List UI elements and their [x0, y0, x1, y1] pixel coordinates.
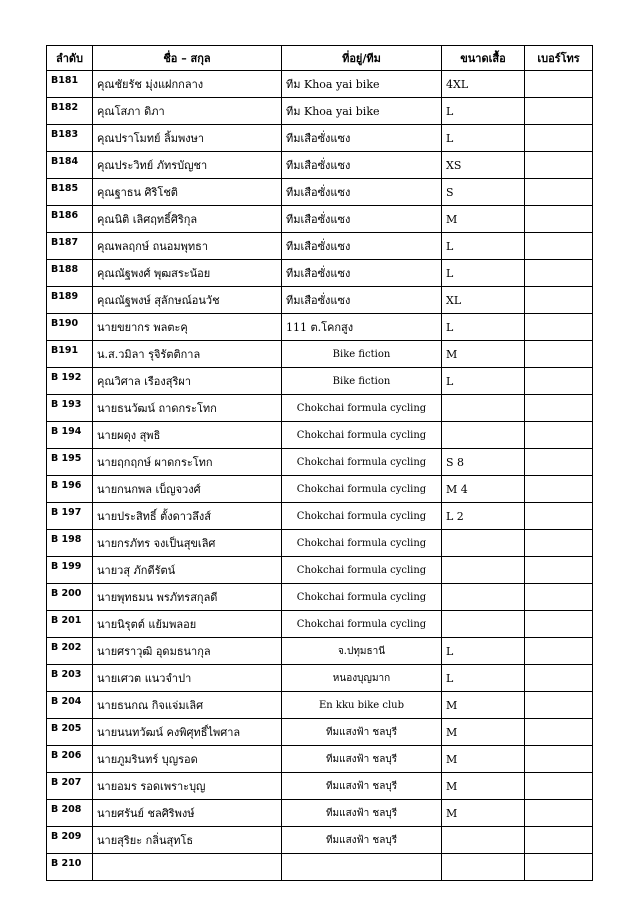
cell-size: M	[442, 800, 525, 827]
table-row	[47, 233, 593, 260]
table-body	[47, 71, 593, 881]
table-row	[47, 773, 593, 800]
table-row	[47, 449, 593, 476]
cell-no: B190	[47, 314, 93, 341]
table-row	[47, 314, 593, 341]
cell-phone	[525, 611, 593, 638]
cell-name: นายวสุ ภักดีรัตน์	[93, 557, 282, 584]
table-row	[47, 368, 593, 395]
cell-phone	[525, 476, 593, 503]
cell-phone	[525, 638, 593, 665]
cell-no: B 204	[47, 692, 93, 719]
header-no: ลำดับ	[47, 46, 93, 71]
cell-team: ทีมเสือซั่งแซง	[282, 179, 442, 206]
table-row	[47, 638, 593, 665]
cell-size	[442, 584, 525, 611]
cell-team: หนองบุญมาก	[282, 665, 442, 692]
cell-phone	[525, 557, 593, 584]
cell-size: M	[442, 692, 525, 719]
cell-phone	[525, 530, 593, 557]
table-header-row	[47, 46, 593, 71]
cell-phone	[525, 800, 593, 827]
cell-no: B181	[47, 71, 93, 98]
cell-team: Chokchai formula cycling	[282, 422, 442, 449]
table-row	[47, 260, 593, 287]
cell-size: L	[442, 638, 525, 665]
header-team: ที่อยู่/ทีม	[282, 46, 442, 71]
cell-name: คุณณัฐพงษ์ สุลักษณ์อนวัช	[93, 287, 282, 314]
cell-team: ทีมเสือซั่งแซง	[282, 152, 442, 179]
cell-name: นายศรันย์ ชลศิริพงษ์	[93, 800, 282, 827]
cell-team: ทีมแสงฟ้า ชลบุรี	[282, 746, 442, 773]
cell-name: นายฤกฤกษ์ ผาดกระโทก	[93, 449, 282, 476]
cell-team: En kku bike club	[282, 692, 442, 719]
cell-no: B 193	[47, 395, 93, 422]
table-row	[47, 719, 593, 746]
cell-no: B184	[47, 152, 93, 179]
table-row	[47, 800, 593, 827]
cell-size: L	[442, 125, 525, 152]
cell-phone	[525, 665, 593, 692]
cell-size: L	[442, 314, 525, 341]
table-row	[47, 530, 593, 557]
table-row	[47, 179, 593, 206]
cell-team: Chokchai formula cycling	[282, 476, 442, 503]
cell-no: B 200	[47, 584, 93, 611]
cell-size: XL	[442, 287, 525, 314]
cell-no: B 203	[47, 665, 93, 692]
cell-name: น.ส.วมิลา รุจิรัตติกาล	[93, 341, 282, 368]
table-row	[47, 665, 593, 692]
cell-team	[282, 854, 442, 881]
table-row	[47, 503, 593, 530]
table-row	[47, 206, 593, 233]
cell-phone	[525, 287, 593, 314]
cell-team: ทีมแสงฟ้า ชลบุรี	[282, 827, 442, 854]
cell-no: B 209	[47, 827, 93, 854]
cell-phone	[525, 449, 593, 476]
cell-phone	[525, 314, 593, 341]
cell-size: L	[442, 368, 525, 395]
cell-name: นายกนกพล เบ็ญจวงศ์	[93, 476, 282, 503]
cell-size	[442, 395, 525, 422]
cell-size: M 4	[442, 476, 525, 503]
cell-team: Chokchai formula cycling	[282, 449, 442, 476]
cell-name	[93, 854, 282, 881]
cell-no: B191	[47, 341, 93, 368]
table-row	[47, 287, 593, 314]
cell-no: B185	[47, 179, 93, 206]
cell-no: B 206	[47, 746, 93, 773]
cell-phone	[525, 152, 593, 179]
cell-team: ทีมเสือซั่งแซง	[282, 233, 442, 260]
cell-name: นายเศวต แนวจำปา	[93, 665, 282, 692]
cell-name: นายธนวัฒน์ ถาดกระโทก	[93, 395, 282, 422]
cell-team: Chokchai formula cycling	[282, 611, 442, 638]
cell-size	[442, 422, 525, 449]
cell-team: ทีม Khoa yai bike	[282, 98, 442, 125]
cell-size: M	[442, 719, 525, 746]
cell-phone	[525, 773, 593, 800]
cell-name: นายนิรุตต์ แย้มพลอย	[93, 611, 282, 638]
table-row	[47, 152, 593, 179]
cell-name: นายศราวุฒิ อุดมธนากุล	[93, 638, 282, 665]
table-row	[47, 557, 593, 584]
cell-size: S	[442, 179, 525, 206]
header-size: ขนาดเสื้อ	[442, 46, 525, 71]
cell-phone	[525, 854, 593, 881]
cell-team: Chokchai formula cycling	[282, 584, 442, 611]
cell-size: 4XL	[442, 71, 525, 98]
table-row	[47, 746, 593, 773]
cell-no: B 192	[47, 368, 93, 395]
cell-size	[442, 611, 525, 638]
cell-size: L	[442, 665, 525, 692]
table-row	[47, 827, 593, 854]
cell-size	[442, 530, 525, 557]
cell-size: XS	[442, 152, 525, 179]
cell-name: นายขยากร พลตะคุ	[93, 314, 282, 341]
cell-size	[442, 557, 525, 584]
cell-no: B 210	[47, 854, 93, 881]
cell-team: ทีมเสือซั่งแซง	[282, 287, 442, 314]
cell-team: Chokchai formula cycling	[282, 530, 442, 557]
cell-phone	[525, 260, 593, 287]
cell-no: B 197	[47, 503, 93, 530]
cell-size: L	[442, 98, 525, 125]
table-row	[47, 71, 593, 98]
header-name: ชื่อ – สกุล	[93, 46, 282, 71]
cell-no: B187	[47, 233, 93, 260]
cell-team: Chokchai formula cycling	[282, 503, 442, 530]
cell-name: คุณพลฤกษ์ ถนอมพุทธา	[93, 233, 282, 260]
cell-team: Chokchai formula cycling	[282, 395, 442, 422]
table-row	[47, 854, 593, 881]
cell-name: นายผดุง สุพธิ	[93, 422, 282, 449]
cell-size: M	[442, 341, 525, 368]
cell-team: ทีม Khoa yai bike	[282, 71, 442, 98]
cell-name: นายสุริยะ กลิ่นสุทโธ	[93, 827, 282, 854]
cell-size: L 2	[442, 503, 525, 530]
cell-no: B 199	[47, 557, 93, 584]
cell-phone	[525, 503, 593, 530]
cell-phone	[525, 98, 593, 125]
cell-team: Bike fiction	[282, 341, 442, 368]
cell-phone	[525, 368, 593, 395]
cell-size: L	[442, 233, 525, 260]
cell-no: B 202	[47, 638, 93, 665]
header-phone: เบอร์โทร	[525, 46, 593, 71]
table-row	[47, 125, 593, 152]
cell-name: คุณนิติ เลิศฤทธิ์ศิริกุล	[93, 206, 282, 233]
cell-size: M	[442, 746, 525, 773]
cell-no: B 207	[47, 773, 93, 800]
cell-name: คุณประวิทย์ ภัทรบัญชา	[93, 152, 282, 179]
cell-team: ทีมแสงฟ้า ชลบุรี	[282, 800, 442, 827]
cell-phone	[525, 584, 593, 611]
cell-no: B182	[47, 98, 93, 125]
cell-phone	[525, 746, 593, 773]
cell-team: Bike fiction	[282, 368, 442, 395]
cell-team: 111 ต.โคกสูง	[282, 314, 442, 341]
cell-name: นายกรภัทร จงเป็นสุขเลิศ	[93, 530, 282, 557]
cell-team: ทีมเสือซั่งแซง	[282, 125, 442, 152]
cell-team: Chokchai formula cycling	[282, 557, 442, 584]
cell-name: คุณณัฐพงศ์ พุฒสระน้อย	[93, 260, 282, 287]
cell-name: นายพุทธมน พรภัทรสกุลดี	[93, 584, 282, 611]
cell-team: ทีมแสงฟ้า ชลบุรี	[282, 773, 442, 800]
cell-name: นายภูมรินทร์ บุญรอด	[93, 746, 282, 773]
cell-team: ทีมแสงฟ้า ชลบุรี	[282, 719, 442, 746]
cell-phone	[525, 233, 593, 260]
cell-size: M	[442, 206, 525, 233]
cell-no: B189	[47, 287, 93, 314]
table-row	[47, 692, 593, 719]
cell-no: B 196	[47, 476, 93, 503]
cell-name: คุณฐาธน ศิริโชติ	[93, 179, 282, 206]
cell-no: B 195	[47, 449, 93, 476]
participant-table	[46, 45, 593, 881]
cell-name: คุณชัยรัช มุ่งแฝกกลาง	[93, 71, 282, 98]
cell-team: ทีมเสือซั่งแซง	[282, 206, 442, 233]
cell-size	[442, 854, 525, 881]
cell-phone	[525, 206, 593, 233]
cell-phone	[525, 422, 593, 449]
cell-phone	[525, 827, 593, 854]
table-row	[47, 584, 593, 611]
cell-name: คุณปราโมทย์ ลิ้มพงษา	[93, 125, 282, 152]
table-row	[47, 341, 593, 368]
cell-no: B 198	[47, 530, 93, 557]
cell-phone	[525, 719, 593, 746]
cell-phone	[525, 341, 593, 368]
cell-no: B188	[47, 260, 93, 287]
cell-size: L	[442, 260, 525, 287]
table-row	[47, 476, 593, 503]
table-row	[47, 611, 593, 638]
cell-phone	[525, 179, 593, 206]
table-row	[47, 98, 593, 125]
cell-no: B186	[47, 206, 93, 233]
cell-name: คุณโสภา ดิภา	[93, 98, 282, 125]
cell-name: นายอมร รอดเพราะบุญ	[93, 773, 282, 800]
cell-phone	[525, 71, 593, 98]
cell-phone	[525, 125, 593, 152]
cell-no: B183	[47, 125, 93, 152]
cell-no: B 201	[47, 611, 93, 638]
cell-no: B 205	[47, 719, 93, 746]
cell-name: นายประสิทธิ์ ตั้งดาวลึงส์	[93, 503, 282, 530]
cell-team: จ.ปทุมธานี	[282, 638, 442, 665]
cell-team: ทีมเสือซั่งแซง	[282, 260, 442, 287]
table-row	[47, 422, 593, 449]
cell-no: B 194	[47, 422, 93, 449]
cell-phone	[525, 692, 593, 719]
cell-no: B 208	[47, 800, 93, 827]
cell-phone	[525, 395, 593, 422]
table-row	[47, 395, 593, 422]
cell-name: นายนนทวัฒน์ คงพิศุทธิ์ไพศาล	[93, 719, 282, 746]
cell-size	[442, 827, 525, 854]
cell-name: คุณวิศาล เรืองสุริผา	[93, 368, 282, 395]
cell-name: นายธนกณ กิจแจ่มเลิศ	[93, 692, 282, 719]
cell-size: S 8	[442, 449, 525, 476]
cell-size: M	[442, 773, 525, 800]
